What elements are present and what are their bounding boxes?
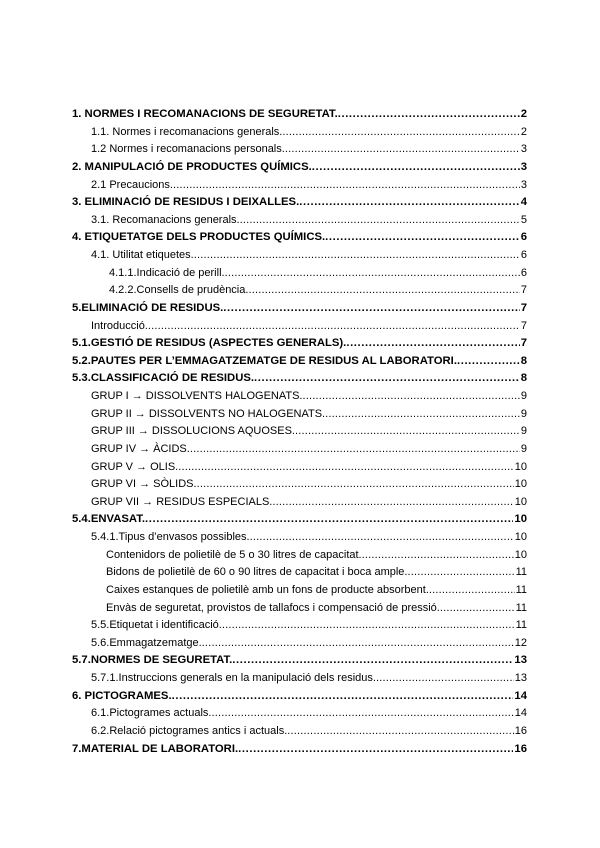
toc-entry[interactable] bbox=[72, 406, 527, 424]
toc-dot-leader bbox=[287, 723, 513, 741]
toc-entry-title: 3.1. Recomanacions generals. bbox=[91, 213, 240, 226]
toc-entry-title: GRUP II → DISSOLVENTS NO HALOGENATS. bbox=[91, 407, 326, 420]
toc-entry[interactable] bbox=[72, 370, 527, 388]
toc-entry-page: 16 bbox=[514, 724, 527, 737]
toc-entry[interactable] bbox=[72, 388, 527, 406]
toc-dot-leader bbox=[194, 247, 520, 265]
toc-entry[interactable] bbox=[72, 670, 527, 688]
toc-entry-title: 1.2 Normes i recomanacions personals. bbox=[91, 143, 285, 156]
toc-dot-leader bbox=[407, 564, 514, 582]
toc-dot-leader bbox=[225, 265, 520, 283]
toc-entry[interactable] bbox=[72, 741, 527, 759]
toc-dot-leader bbox=[362, 547, 514, 565]
toc-dot-leader bbox=[303, 388, 520, 406]
toc-entry[interactable] bbox=[72, 141, 527, 159]
toc-dot-leader bbox=[429, 582, 515, 600]
toc-entry-page: 9 bbox=[520, 442, 527, 455]
toc-entry-page: 13 bbox=[514, 654, 527, 667]
toc-dot-leader bbox=[295, 423, 520, 441]
toc-entry[interactable] bbox=[72, 705, 527, 723]
toc-entry-title: 4.1. Utilitat etiquetes. bbox=[91, 249, 194, 261]
toc-entry[interactable] bbox=[72, 564, 527, 582]
toc-entry-page: 16 bbox=[514, 742, 527, 755]
toc-entry[interactable] bbox=[72, 282, 527, 300]
toc-entry-title: 5.4.1.Tipus d’envasos possibles. bbox=[91, 531, 250, 543]
toc-entry-page: 11 bbox=[515, 619, 527, 632]
toc-entry[interactable] bbox=[72, 529, 527, 547]
toc-entry-page: 9 bbox=[520, 425, 527, 438]
toc-entry-title: 5.6.Emmagatzematge. bbox=[91, 636, 202, 649]
toc-entry-title: 4.1.1.Indicació de perill. bbox=[109, 266, 225, 279]
toc-dot-leader bbox=[240, 212, 520, 230]
toc-entry-page: 14 bbox=[514, 707, 527, 720]
table-of-contents bbox=[72, 106, 527, 758]
toc-entry-title: 5.5.Etiquetat i identificació. bbox=[91, 619, 222, 632]
toc-entry-title: GRUP I → DISSOLVENTS HALOGENATS. bbox=[91, 390, 303, 402]
toc-dot-leader bbox=[457, 353, 520, 371]
toc-entry[interactable] bbox=[72, 459, 527, 477]
toc-entry-title: Bidons de polietilè de 60 o 90 litres de capacitat i boca ample. bbox=[106, 566, 408, 579]
toc-entry[interactable] bbox=[72, 723, 527, 741]
toc-entry-title: 5.4.ENVASAT. bbox=[72, 513, 146, 526]
toc-entry-title: GRUP V → OLIS. bbox=[91, 460, 179, 473]
toc-entry[interactable] bbox=[72, 229, 527, 247]
toc-dot-leader bbox=[440, 600, 515, 618]
toc-entry[interactable] bbox=[72, 635, 527, 653]
toc-entry-title: 6.2.Relació pictogrames antics i actuals. bbox=[91, 724, 288, 737]
toc-entry-title: 2.1 Precaucions. bbox=[91, 178, 173, 191]
toc-dot-leader bbox=[254, 370, 520, 388]
toc-entry[interactable] bbox=[72, 494, 527, 512]
toc-entry[interactable] bbox=[72, 300, 527, 318]
toc-entry-page: 10 bbox=[514, 548, 527, 561]
toc-dot-leader bbox=[238, 741, 513, 759]
toc-entry[interactable] bbox=[72, 441, 527, 459]
toc-dot-leader bbox=[346, 335, 519, 353]
toc-entry[interactable] bbox=[72, 582, 527, 600]
toc-entry[interactable] bbox=[72, 652, 527, 670]
toc-dot-leader bbox=[232, 652, 513, 670]
toc-dot-leader bbox=[312, 159, 520, 177]
toc-entry-page: 11 bbox=[515, 566, 527, 579]
toc-entry[interactable] bbox=[72, 547, 527, 565]
toc-entry[interactable] bbox=[72, 124, 527, 142]
toc-dot-leader bbox=[299, 194, 519, 212]
toc-entry-title: 5.1.GESTIÓ DE RESIDUS (ASPECTES GENERALS). bbox=[72, 337, 347, 350]
toc-dot-leader bbox=[148, 318, 520, 336]
toc-entry-page: 13 bbox=[514, 672, 527, 684]
toc-entry-title: GRUP VII → RESIDUS ESPECIALS. bbox=[91, 495, 273, 508]
toc-entry-title: GRUP III → DISSOLUCIONS AQUOSES. bbox=[91, 425, 295, 438]
toc-entry-title: GRUP VI → SÒLIDS. bbox=[91, 478, 197, 491]
toc-entry-page: 8 bbox=[520, 354, 527, 367]
toc-dot-leader bbox=[325, 229, 520, 247]
toc-entry-page: 2 bbox=[520, 108, 527, 120]
toc-entry-title: 5.7.1.Instruccions generals en la manipulació dels residus. bbox=[91, 672, 376, 684]
toc-entry-title: 4.2.2.Consells de prudència. bbox=[109, 284, 249, 297]
toc-entry-page: 10 bbox=[514, 460, 527, 473]
toc-dot-leader bbox=[325, 406, 520, 424]
toc-entry-page: 3 bbox=[520, 178, 527, 191]
toc-dot-leader bbox=[223, 300, 519, 318]
toc-dot-leader bbox=[282, 124, 520, 142]
toc-entry-title: 2. MANIPULACIÓ DE PRODUCTES QUÍMICS. bbox=[72, 160, 312, 173]
toc-entry-title: 3. ELIMINACIÓ DE RESIDUS I DEIXALLES. bbox=[72, 196, 300, 209]
toc-entry-page: 5 bbox=[520, 213, 527, 226]
toc-entry-title: Introducció. bbox=[91, 319, 148, 332]
toc-entry[interactable] bbox=[72, 511, 527, 529]
toc-entry-page: 7 bbox=[520, 301, 527, 314]
toc-dot-leader bbox=[376, 670, 514, 688]
toc-entry-page: 6 bbox=[520, 231, 527, 244]
toc-dot-leader bbox=[250, 529, 514, 547]
toc-entry-page: 11 bbox=[515, 583, 527, 596]
toc-entry[interactable] bbox=[72, 265, 527, 283]
toc-entry-page: 9 bbox=[520, 407, 527, 420]
toc-entry-title: 1.1. Normes i recomanacions generals. bbox=[91, 125, 283, 138]
toc-entry-page: 6 bbox=[520, 266, 527, 279]
toc-entry-page: 11 bbox=[515, 601, 527, 614]
toc-entry-page: 4 bbox=[520, 196, 527, 209]
toc-entry-title: 6. PICTOGRAMES. bbox=[72, 689, 172, 702]
toc-entry-page: 3 bbox=[520, 143, 527, 156]
toc-entry-title: 1. NORMES I RECOMANACIONS DE SEGURETAT. bbox=[72, 108, 338, 120]
toc-dot-leader bbox=[338, 106, 520, 124]
toc-entry-page: 14 bbox=[514, 689, 527, 702]
toc-dot-leader bbox=[211, 705, 513, 723]
toc-entry-title: 5.3.CLASSIFICACIÓ DE RESIDUS. bbox=[72, 372, 255, 385]
toc-entry[interactable] bbox=[72, 159, 527, 177]
toc-entry-page: 2 bbox=[520, 125, 527, 138]
toc-entry-page: 7 bbox=[520, 337, 527, 350]
toc-entry-title: Envàs de seguretat, provistos de tallafocs i compensació de pressió. bbox=[106, 601, 440, 614]
toc-entry[interactable] bbox=[72, 212, 527, 230]
toc-entry-page: 9 bbox=[520, 390, 527, 402]
toc-dot-leader bbox=[172, 688, 514, 706]
toc-entry[interactable] bbox=[72, 318, 527, 336]
toc-dot-leader bbox=[197, 476, 514, 494]
toc-dot-leader bbox=[190, 441, 520, 459]
toc-entry-title: GRUP IV → ÀCIDS. bbox=[91, 442, 190, 455]
toc-entry-title: Contenidors de polietilè de 5 o 30 litres de capacitat. bbox=[106, 548, 362, 561]
toc-dot-leader bbox=[285, 141, 520, 159]
toc-entry[interactable] bbox=[72, 353, 527, 371]
toc-dot-leader bbox=[173, 177, 520, 195]
toc-entry-page: 10 bbox=[514, 495, 527, 508]
toc-entry[interactable] bbox=[72, 476, 527, 494]
toc-entry[interactable] bbox=[72, 335, 527, 353]
toc-entry-title: 5.7.NORMES DE SEGURETAT. bbox=[72, 654, 233, 667]
toc-entry-title: 5.2.PAUTES PER L’EMMAGATZEMATGE DE RESIDUS AL LABORATORI. bbox=[72, 354, 457, 367]
toc-entry[interactable] bbox=[72, 617, 527, 635]
toc-entry-page: 8 bbox=[520, 372, 527, 385]
toc-entry[interactable] bbox=[72, 177, 527, 195]
toc-dot-leader bbox=[272, 494, 513, 512]
toc-entry[interactable] bbox=[72, 688, 527, 706]
toc-entry-title: Caixes estanques de polietilè amb un fons de producte absorbent. bbox=[106, 583, 429, 596]
toc-entry[interactable] bbox=[72, 247, 527, 265]
toc-entry-title: 7.MATERIAL DE LABORATORI. bbox=[72, 742, 239, 755]
toc-dot-leader bbox=[222, 617, 515, 635]
toc-dot-leader bbox=[202, 635, 514, 653]
toc-entry-title: 5.ELIMINACIÓ DE RESIDUS. bbox=[72, 301, 224, 314]
toc-dot-leader bbox=[145, 511, 513, 529]
toc-entry[interactable] bbox=[72, 423, 527, 441]
toc-entry-page: 10 bbox=[514, 531, 527, 543]
toc-entry-page: 7 bbox=[520, 319, 527, 332]
toc-entry-page: 6 bbox=[520, 249, 527, 261]
toc-entry[interactable] bbox=[72, 194, 527, 212]
toc-entry-page: 10 bbox=[514, 513, 527, 526]
toc-dot-leader bbox=[248, 282, 519, 300]
toc-dot-leader bbox=[178, 459, 514, 477]
toc-entry-page: 10 bbox=[514, 478, 527, 491]
toc-entry-title: 4. ETIQUETATGE DELS PRODUCTES QUÍMICS. bbox=[72, 231, 326, 244]
toc-entry-page: 3 bbox=[520, 160, 527, 173]
toc-entry-page: 7 bbox=[520, 284, 527, 297]
toc-entry-page: 12 bbox=[514, 636, 527, 649]
toc-entry-title: 6.1.Pictogrames actuals. bbox=[91, 707, 212, 720]
toc-entry[interactable] bbox=[72, 600, 527, 618]
toc-entry[interactable] bbox=[72, 106, 527, 124]
